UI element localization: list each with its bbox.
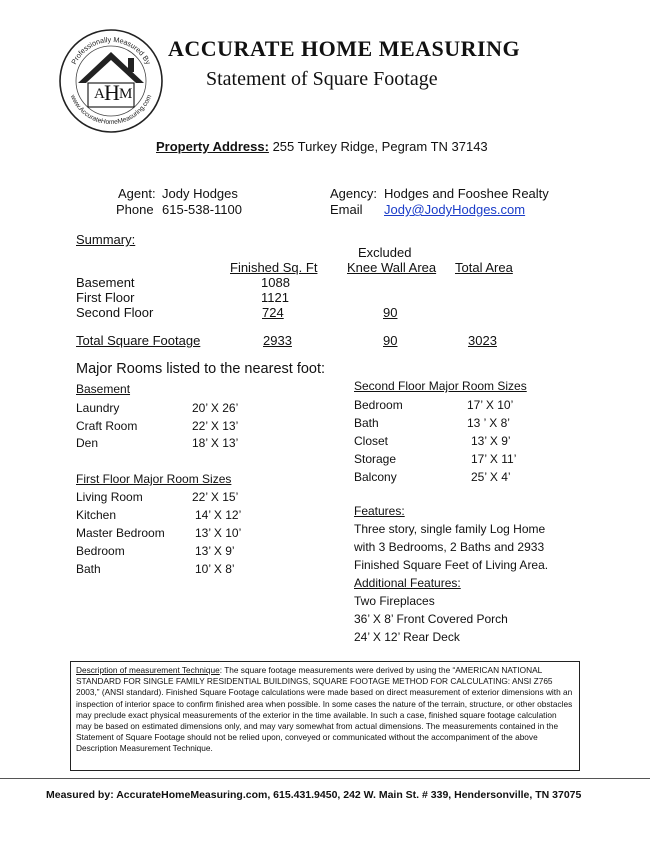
agent-label: Agent: [118,186,156,201]
logo-letter-a: A [94,86,105,102]
property-address-value: 255 Turkey Ridge, Pegram TN 37143 [272,139,488,154]
company-title: ACCURATE HOME MEASURING [168,36,521,61]
footer-divider [0,778,650,779]
additional-feature: 24’ X 12’ Rear Deck [354,630,460,644]
room-size: 20’ X 26’ [192,401,239,415]
summary-col-excluded-top: Excluded [358,245,412,260]
room-size: 17’ X 11’ [471,452,517,466]
measurement-technique-box [70,661,580,771]
email-label: Email [330,202,363,217]
summary-row-finished: 1088 [261,275,290,290]
room-name: Laundry [76,401,120,415]
room-name: Bath [354,416,379,430]
room-name: Bedroom [76,544,125,558]
room-name: Balcony [354,470,397,484]
room-name: Living Room [76,490,143,504]
phone-value: 615-538-1100 [162,202,242,217]
room-size: 17’ X 10’ [467,398,514,412]
room-size: 13’ X 9’ [195,544,235,558]
room-size: 22’ X 13’ [192,419,239,433]
property-address [156,139,488,154]
logo-letter-m: M [119,86,133,102]
summary-title: Summary: [76,232,136,247]
logo-letter-h: H [104,80,120,105]
room-size: 18’ X 13’ [192,436,239,450]
room-name: Den [76,436,99,450]
features-line: with 3 Bedrooms, 2 Baths and 2933 [354,540,545,554]
summary-row-label: Second Floor [76,305,154,320]
measurement-technique-label: Description of measurement Technique [76,665,220,675]
basement-title: Basement [76,382,131,396]
logo-ring-top-text: Professionally Measured By [69,34,153,66]
logo-ring-bottom-text: www.AccurateHomeMeasuring.com [68,93,154,127]
room-size: 25’ X 4’ [471,470,511,484]
room-size: 13 ’ X 8’ [467,416,510,430]
room-name: Closet [354,434,389,448]
second-floor-title: Second Floor Major Room Sizes [354,379,527,393]
room-size: 22’ X 15’ [192,490,239,504]
measurement-technique-text: : The square footage measurements were derived by using the “AMERICAN NATIONAL STANDARD FOR SINGLE FAMILY RESIDENTIAL BUILDINGS, SQUARE FOOTAGE METHOD FOR CALCULATING: ANSI Z765 2003,” (ANSI standard). Finished Square Footage calculations were made based on direct measurement of exterior dimensions with an inspection of interior space to confirm finished area when possible. In some cases the nature of the terrain, structure, or other obstacles may preclude exact physical measurements of the exterior in the time available. In such a case, finished square footage calculation may be based on estimated dimensions only, and may vary somewhat from actual dimensions. The measurements contained in the Statement of Square Footage should not be relied upon, conveyed or communicated without the accompaniment of the above Description Measurement Technique. [76,665,573,754]
footer-text: Measured by: AccurateHomeMeasuring.com, 615.431.9450, 242 W. Main St. # 339, Hendersonville, TN 37075 [46,789,582,801]
agency-value: Hodges and Fooshee Realty [384,186,549,201]
features-line: Three story, single family Log Home [354,522,546,536]
summary-total-area: 3023 [468,333,497,348]
summary-total-label: Total Square Footage [76,333,201,348]
property-address-label: Property Address: [156,139,269,154]
room-name: Bedroom [354,398,403,412]
features-line: Finished Square Feet of Living Area. [354,558,549,572]
summary-row-label: First Floor [76,290,135,305]
additional-features-title: Additional Features: [354,576,461,590]
summary-total-finished: 2933 [263,333,292,348]
room-name: Kitchen [76,508,117,522]
agent-value: Jody Hodges [162,186,238,201]
email-link[interactable]: Jody@JodyHodges.com [384,202,526,217]
room-name: Bath [76,562,101,576]
agency-label: Agency: [330,186,377,201]
room-size: 10’ X 8’ [195,562,235,576]
document-subtitle: Statement of Square Footage [206,68,438,90]
summary-col-finished: Finished Sq. Ft [230,260,318,275]
room-name: Master Bedroom [76,526,165,540]
phone-label: Phone [116,202,154,217]
room-size: 14’ X 12’ [195,508,242,522]
room-name: Storage [354,452,397,466]
summary-row-finished: 724 [262,305,284,320]
room-size: 13’ X 10’ [195,526,242,540]
summary-total-excluded: 90 [383,333,398,348]
summary-col-total: Total Area [455,260,513,275]
summary-row-label: Basement [76,275,135,290]
summary-row-excluded: 90 [383,305,398,320]
first-floor-title: First Floor Major Room Sizes [76,472,232,486]
summary-row-finished: 1121 [261,290,289,305]
summary-col-excluded-bottom: Knee Wall Area [347,260,437,275]
additional-feature: 36’ X 8’ Front Covered Porch [354,612,508,626]
room-name: Craft Room [76,419,138,433]
additional-feature: Two Fireplaces [354,594,435,608]
room-size: 13’ X 9’ [471,434,511,448]
company-logo [58,28,164,134]
rooms-heading: Major Rooms listed to the nearest foot: [76,361,326,377]
features-title: Features: [354,504,405,518]
